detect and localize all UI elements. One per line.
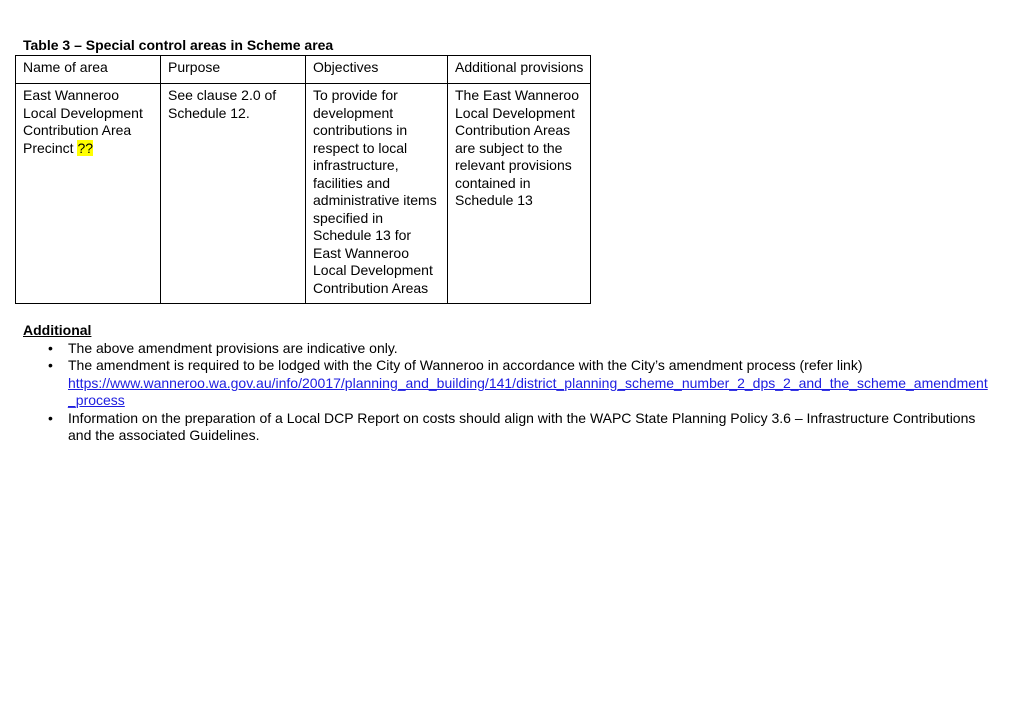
column-header-objectives: Objectives [306, 56, 448, 84]
column-header-additional-provisions: Additional provisions [448, 56, 591, 84]
cell-additional-provisions: The East Wanneroo Local Development Contribution Areas are subject to the relevant provisions contained in Schedule 13 [448, 84, 591, 304]
cell-name-of-area [16, 84, 161, 304]
bullet-text: Information on the preparation of a Local DCP Report on costs should align with the WAPC State Planning Policy 3.6 – Infrastructure Contributions and the associated Guidelines. [68, 409, 976, 443]
precinct-placeholder-highlight: ?? [77, 139, 94, 156]
bullet-item [23, 410, 994, 445]
bullet-item [23, 357, 994, 410]
cell-purpose: See clause 2.0 of Schedule 12. [161, 84, 306, 304]
cell-objectives: To provide for development contributions in respect to local infrastructure, facilities and administrative items specified in Schedule 13 for East Wanneroo Local Development Contribution Areas [306, 84, 448, 304]
table-title: Table 3 – Special control areas in Scheme area [23, 37, 334, 53]
wanneroo-planning-link[interactable]: https://www.wanneroo.wa.gov.au/info/20017/planning_and_building/141/district_planning_scheme_number_2_dps_2_and_the_scheme_amendment_process [68, 374, 988, 408]
column-header-purpose: Purpose [161, 56, 306, 84]
special-control-areas-table [15, 55, 591, 304]
additional-heading: Additional [23, 322, 92, 338]
bullet-text: The amendment is required to be lodged with the City of Wanneroo in accordance with the City’s amendment process (refer link) [68, 357, 863, 373]
column-header-name-of-area: Name of area [16, 56, 161, 84]
additional-bullet-list [23, 340, 994, 445]
table-row [16, 84, 591, 304]
table-header-row [16, 56, 591, 84]
bullet-item [23, 340, 994, 358]
bullet-text: The above amendment provisions are indicative only. [68, 339, 398, 356]
area-name-text: East Wanneroo Local Development Contribution Area Precinct [23, 87, 143, 156]
